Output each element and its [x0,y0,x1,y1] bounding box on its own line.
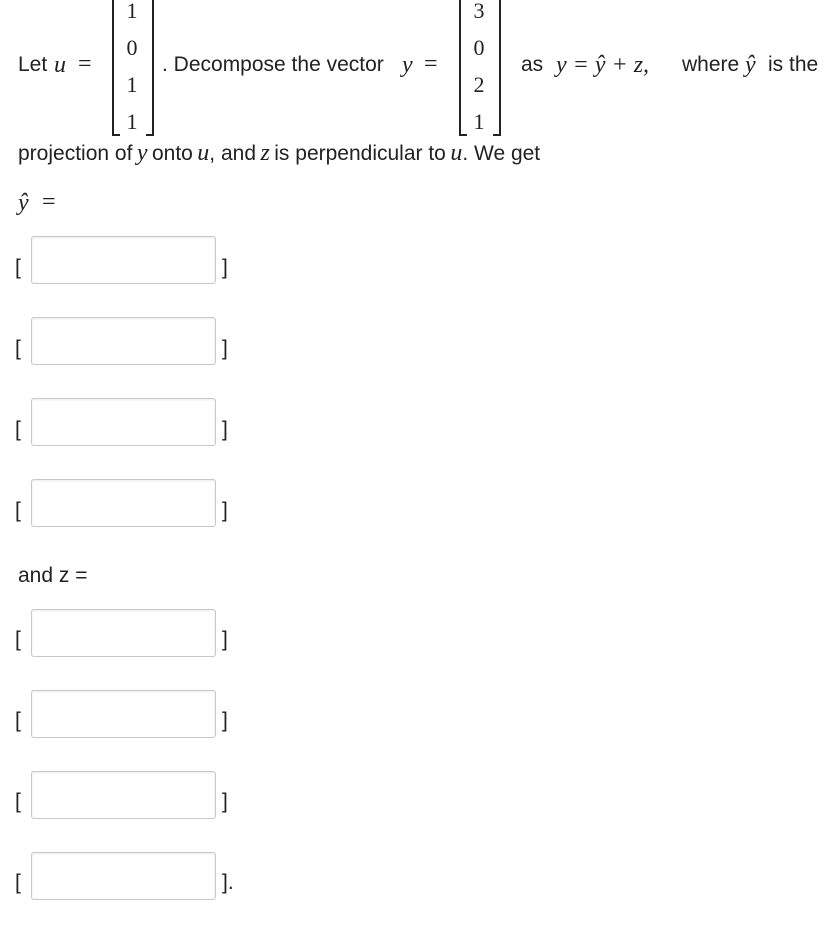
is-the-text: is the [768,53,819,76]
decompose-text: . Decompose the vector [162,53,384,76]
z-label: and z = [18,564,88,587]
open-bracket: [ [15,337,21,360]
open-bracket: [ [15,871,21,894]
we-get-text: . We get [462,142,541,165]
close-bracket: ] [222,790,228,813]
yhat-input-3[interactable] [31,398,216,446]
z-input-1[interactable] [31,609,216,657]
projection-of-text: projection of [18,142,133,165]
onto-text: onto [151,142,193,165]
u-entry-1: 1 [126,0,138,23]
y-entry-3: 2 [473,72,485,97]
yhat-equals: = [42,189,56,215]
open-bracket: [ [15,418,21,441]
open-bracket: [ [15,628,21,651]
decomposition-equation: y = ŷ + z, [556,52,650,78]
u-entry-3: 1 [126,72,138,97]
close-bracket: ] [222,709,228,732]
close-bracket: ] [222,418,228,441]
close-bracket: ] [222,628,228,651]
z-input-4[interactable] [31,852,216,900]
u-variable: u [54,52,66,78]
where-text: where [682,53,740,76]
open-bracket: [ [15,790,21,813]
y-entry-2: 0 [473,35,485,60]
yhat-input-2[interactable] [31,317,216,365]
let-text: Let [18,53,48,76]
y-entry-1: 3 [473,0,485,23]
z-input-2[interactable] [31,690,216,738]
y-entry-4: 1 [473,109,485,134]
u-entry-2: 0 [126,35,138,60]
open-bracket: [ [15,256,21,279]
yhat-symbol: ŷ [745,52,756,78]
z-input-3[interactable] [31,771,216,819]
y-right-bracket [493,0,501,136]
u-variable-3: u [450,140,463,166]
as-text: as [521,53,544,76]
z-variable: z [260,140,270,166]
y-variable-2: y [136,140,148,166]
perpendicular-text: is perpendicular to [274,142,446,165]
yhat-input-1[interactable] [31,236,216,284]
y-variable: y [402,52,413,78]
open-bracket: [ [15,709,21,732]
close-bracket: ] [222,256,228,279]
u-left-bracket [112,0,120,136]
equals-sign-2: = [424,51,438,77]
u-right-bracket [146,0,154,136]
final-close-bracket: ]. [222,871,234,894]
equals-sign: = [78,51,92,77]
close-bracket: ] [222,499,228,522]
yhat-label: ŷ [18,190,29,216]
u-variable-2: u [197,140,210,166]
problem-line-2 [18,140,540,167]
and-text: , and [209,142,257,165]
open-bracket: [ [15,499,21,522]
close-bracket: ] [222,337,228,360]
u-entry-4: 1 [126,109,138,134]
yhat-input-4[interactable] [31,479,216,527]
y-left-bracket [459,0,467,136]
